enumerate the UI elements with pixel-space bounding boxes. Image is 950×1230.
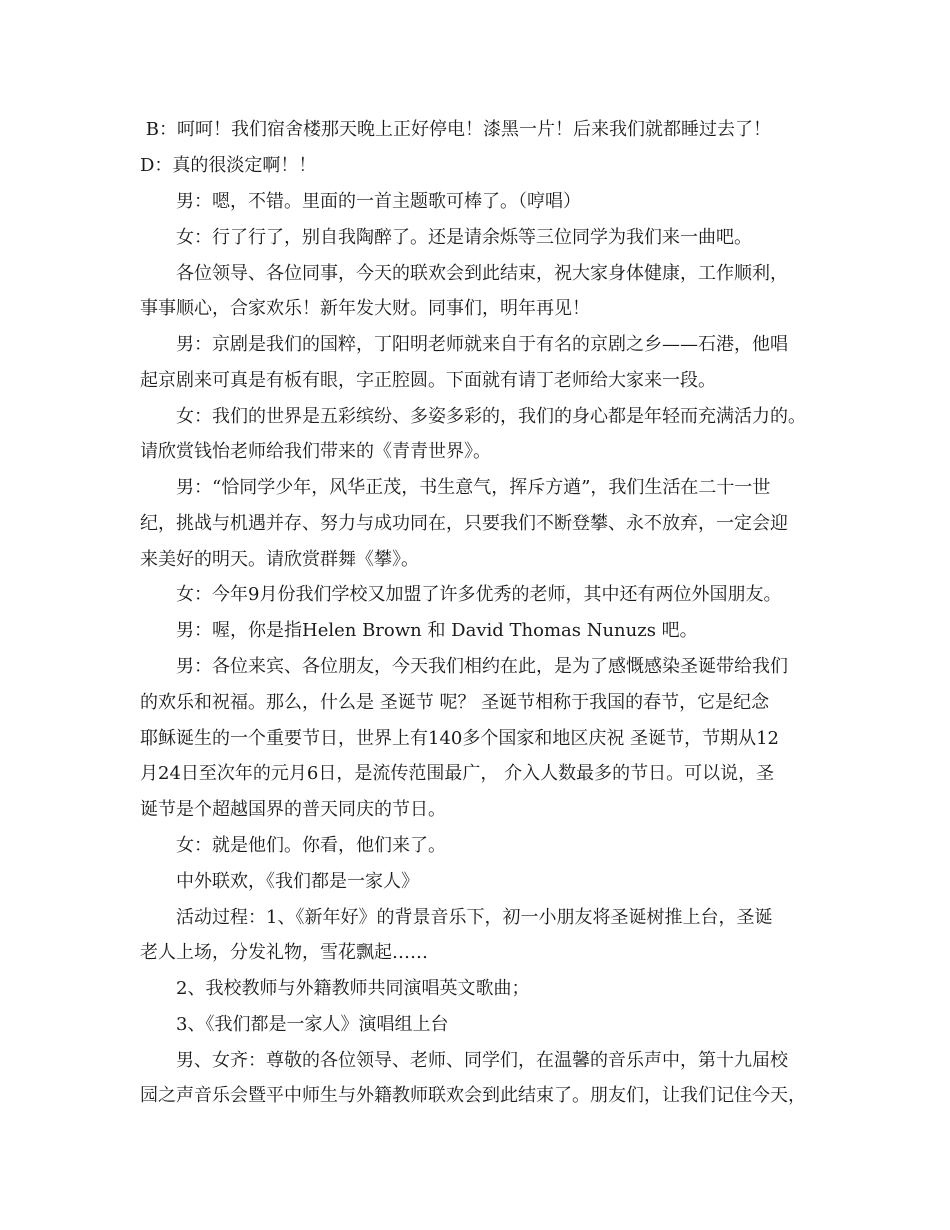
text-line: 女：我们的世界是五彩缤纷、多姿多彩的，我们的身心都是年轻而充满活力的。 [176, 406, 806, 427]
text-line: 请欣赏钱怡老师给我们带来的《青青世界》。 [140, 441, 491, 462]
text-line: 耶稣诞生的一个重要节日，世界上有140多个国家和地区庆祝 圣诞节，节期从12 [140, 728, 779, 749]
text-line: 男：喔，你是指Helen Brown 和 David Thomas Nunuzs 吧。 [176, 620, 698, 641]
text-line: 事事顺心，合家欢乐！新年发大财。同事们，明年再见！ [140, 298, 590, 319]
text-line: 男：嗯，不错。里面的一首主题歌可棒了。（哼唱） [176, 191, 581, 212]
text-line: 女：就是他们。你看，他们来了。 [176, 835, 446, 856]
text-line: 男：各位来宾、各位朋友，今天我们相约在此，是为了感慨感染圣诞带给我们 [176, 656, 788, 677]
text-line: 活动过程：1、《新年好》的背景音乐下，初一小朋友将圣诞树推上台，圣诞 [176, 907, 773, 928]
text-line: D：真的很淡定啊！！ [140, 155, 317, 176]
text-line: 老人上场，分发礼物，雪花飘起…… [140, 942, 428, 963]
text-line: 中外联欢，《我们都是一家人》 [176, 871, 419, 892]
text-line: 诞节是个超越国界的普天同庆的节日。 [140, 799, 446, 820]
text-line: 2、我校教师与外籍教师共同演唱英文歌曲； [176, 978, 530, 999]
text-line: 各位领导、各位同事，今天的联欢会到此结束，祝大家身体健康，工作顺利， [176, 263, 788, 284]
text-line: 纪，挑战与机遇并存、努力与成功同在，只要我们不断登攀、永不放弃，一定会迎 [140, 513, 788, 534]
text-line: 男：京剧是我们的国粹，丁阳明老师就来自于有名的京剧之乡——石港，他唱 [176, 334, 788, 355]
text-line: 来美好的明天。请欣赏群舞《攀》。 [140, 549, 419, 570]
text-line: 园之声音乐会暨平中师生与外籍教师联欢会到此结束了。朋友们，让我们记住今天， [140, 1085, 806, 1106]
text-line: 起京剧来可真是有板有眼，字正腔圆。下面就有请丁老师给大家来一段。 [140, 370, 716, 391]
text-line: 的欢乐和祝福。那么，什么是 圣诞节 呢？ 圣诞节相称于我国的春节，它是纪念 [140, 692, 770, 713]
text-line: 月24日至次年的元月6日，是流传范围最广， 介入人数最多的节日。可以说，圣 [140, 763, 775, 784]
text-line: 3、《我们都是一家人》演唱组上台 [176, 1014, 449, 1035]
text-line: 男、女齐：尊敬的各位领导、老师、同学们，在温馨的音乐声中，第十九届校 [176, 1050, 788, 1071]
text-line: B：呵呵！我们宿舍楼那天晚上正好停电！漆黑一片！后来我们就都睡过去了！ [140, 119, 771, 140]
text-line: 女：行了行了，别自我陶醉了。还是请余烁等三位同学为我们来一曲吧。 [176, 227, 752, 248]
text-line: 男：“恰同学少年，风华正茂，书生意气，挥斥方遒”，我们生活在二十一世 [176, 477, 771, 498]
text-line: 女：今年9月份我们学校又加盟了许多优秀的老师，其中还有两位外国朋友。 [176, 584, 782, 605]
